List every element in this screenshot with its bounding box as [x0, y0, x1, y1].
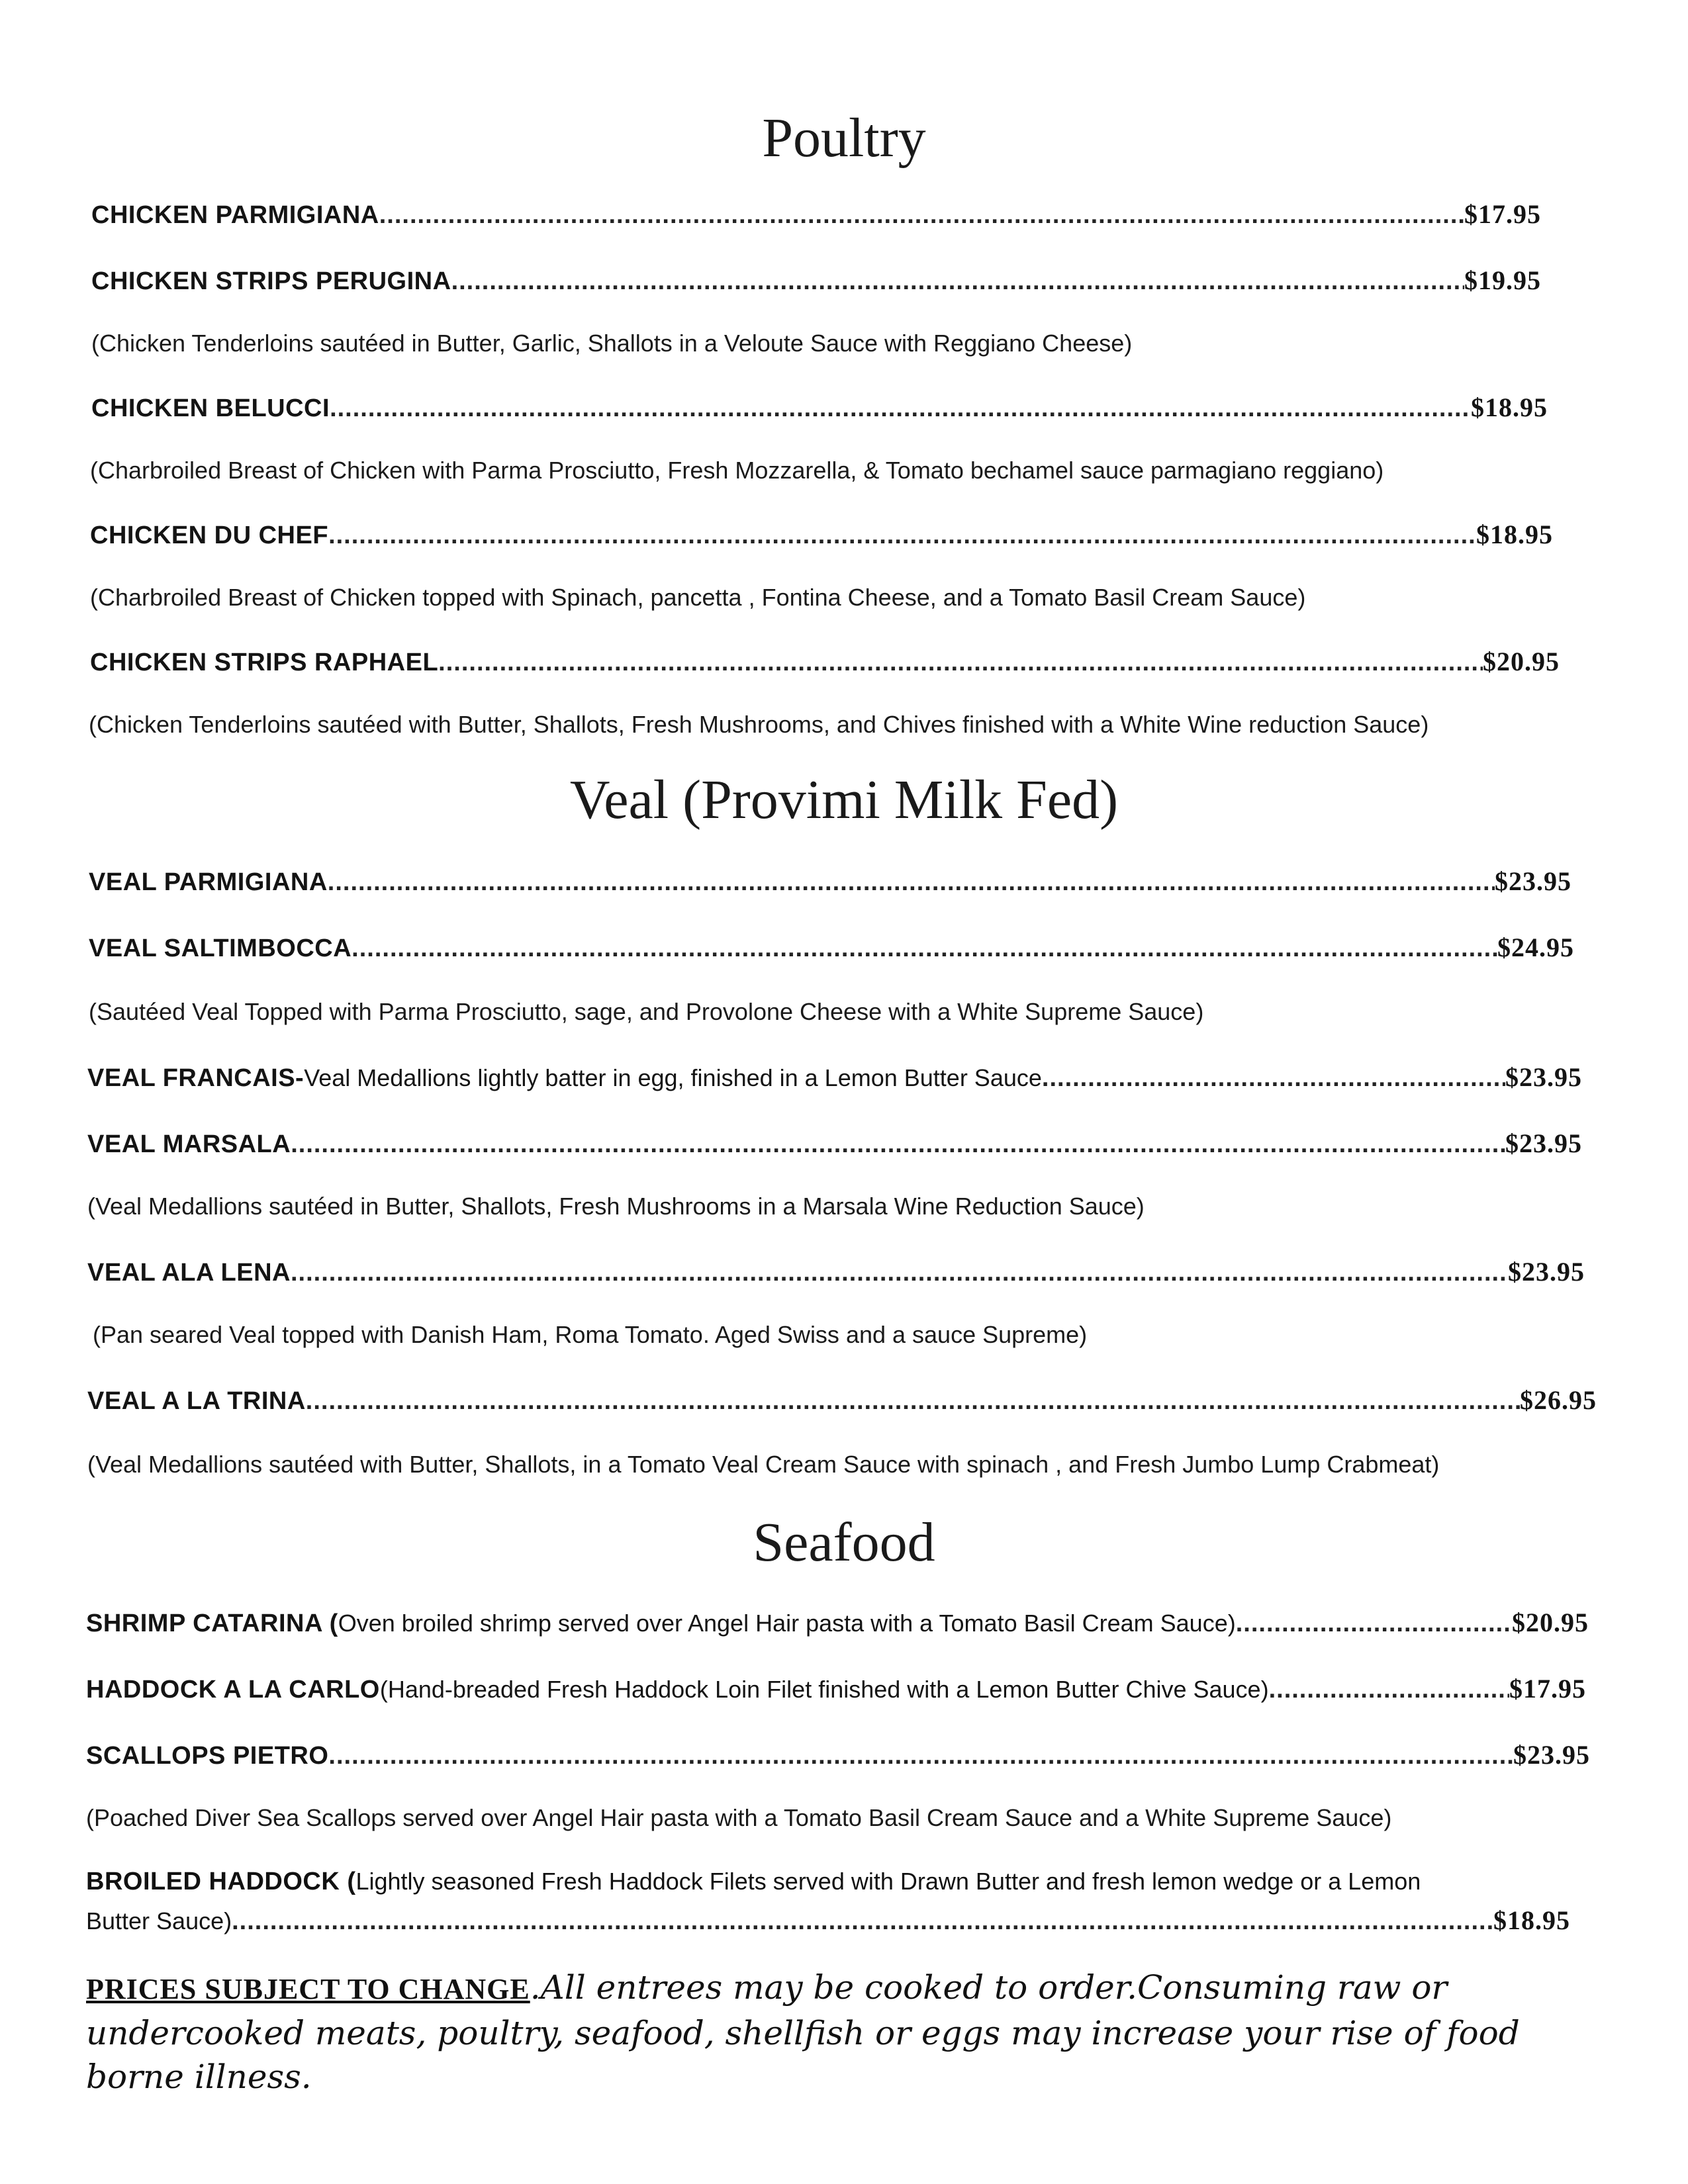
menu-item-chicken-du-chef	[90, 519, 1553, 550]
item-price: $24.95	[1497, 933, 1574, 962]
item-name: VEAL PARMIGIANA	[89, 868, 328, 896]
dot-leader	[1042, 1064, 1505, 1093]
menu-item-broiled-haddock-continued	[86, 1905, 1570, 1936]
menu-item-veal-a-la-trina	[87, 1385, 1597, 1416]
menu-item-chicken-belucci	[91, 392, 1548, 423]
dot-leader	[379, 201, 1464, 230]
dot-leader	[352, 934, 1497, 963]
item-description: (Sautéed Veal Topped with Parma Prosciutto, sage, and Provolone Cheese with a White Supreme Sauce)	[89, 998, 1204, 1025]
menu-item-shrimp-catarina	[86, 1607, 1589, 1638]
dot-leader	[306, 1387, 1520, 1416]
item-inline-description: Veal Medallions lightly batter in egg, finished in a Lemon Butter Sauce	[304, 1064, 1042, 1091]
item-price: $23.95	[1513, 1740, 1590, 1770]
item-price: $23.95	[1495, 866, 1571, 896]
item-price: $18.95	[1493, 1905, 1570, 1935]
menu-item-veal-ala-lena	[87, 1256, 1585, 1287]
footer-disclaimer	[86, 1966, 1595, 2099]
item-name: VEAL A LA TRINA	[87, 1387, 306, 1415]
item-price: $23.95	[1505, 1128, 1582, 1158]
menu-item-chicken-parmigiana	[91, 199, 1541, 230]
dot-leader	[451, 267, 1464, 296]
dot-leader	[1269, 1676, 1509, 1704]
dot-leader	[291, 1130, 1505, 1159]
item-description: (Poached Diver Sea Scallops served over Angel Hair pasta with a Tomato Basil Cream Sauce and a White Supreme Sauce)	[86, 1804, 1392, 1831]
menu-item-veal-parmigiana	[89, 866, 1571, 897]
item-price: $20.95	[1512, 1608, 1589, 1637]
item-price: $20.95	[1483, 647, 1560, 676]
price-change-notice: PRICES SUBJECT TO CHANGE	[86, 1973, 530, 2005]
menu-item-veal-marsala	[87, 1128, 1582, 1159]
dot-leader	[1236, 1610, 1512, 1638]
section-title-poultry: Poultry	[762, 107, 926, 169]
item-name: VEAL MARSALA	[87, 1130, 291, 1158]
item-price: $23.95	[1508, 1257, 1585, 1287]
dot-leader	[328, 1742, 1513, 1770]
item-name: CHICKEN STRIPS PERUGINA	[91, 267, 451, 295]
section-title-seafood: Seafood	[753, 1512, 935, 1573]
item-price: $18.95	[1476, 520, 1553, 549]
item-price: $17.95	[1509, 1674, 1586, 1704]
menu-item-veal-saltimbocca	[89, 932, 1574, 963]
item-name: VEAL SALTIMBOCCA	[89, 934, 352, 962]
item-price: $26.95	[1520, 1385, 1597, 1415]
menu-item-chicken-strips-perugina	[91, 265, 1541, 296]
item-description: (Veal Medallions sautéed with Butter, Shallots, in a Tomato Veal Cream Sauce with spinach , and Fresh Jumbo Lump Crabmeat)	[87, 1451, 1440, 1478]
item-name: CHICKEN DU CHEF	[90, 522, 329, 549]
menu-item-broiled-haddock	[86, 1868, 1421, 1896]
item-name: SHRIMP CATARINA (	[86, 1610, 338, 1637]
item-name: BROILED HADDOCK (	[86, 1868, 356, 1895]
section-title-veal: Veal (Provimi Milk Fed)	[569, 769, 1119, 831]
item-description: (Charbroiled Breast of Chicken topped with Spinach, pancetta , Fontina Cheese, and a Tomato Basil Cream Sauce)	[90, 584, 1306, 611]
dot-leader	[291, 1259, 1508, 1287]
item-name: HADDOCK A LA CARLO	[86, 1676, 380, 1704]
menu-item-scallops-pietro	[86, 1739, 1590, 1770]
item-inline-description: (Hand-breaded Fresh Haddock Loin Filet finished with a Lemon Butter Chive Sauce)	[379, 1676, 1269, 1703]
dot-leader	[232, 1907, 1493, 1936]
menu-item-haddock-a-la-carlo	[86, 1673, 1586, 1704]
dot-leader	[438, 649, 1483, 677]
item-name: CHICKEN PARMIGIANA	[91, 201, 379, 229]
dot-leader	[328, 522, 1476, 550]
dot-leader	[328, 868, 1495, 897]
item-price: $19.95	[1464, 265, 1541, 295]
item-name: CHICKEN STRIPS RAPHAEL	[90, 649, 439, 676]
item-name: SCALLOPS PIETRO	[86, 1742, 329, 1770]
dot-leader	[330, 394, 1471, 423]
item-price: $23.95	[1505, 1062, 1582, 1092]
item-price: $18.95	[1471, 392, 1548, 422]
item-inline-description: Oven broiled shrimp served over Angel Hair pasta with a Tomato Basil Cream Sauce)	[338, 1610, 1236, 1637]
menu-item-chicken-strips-raphael	[90, 646, 1560, 677]
item-name: VEAL FRANCAIS-	[87, 1064, 305, 1092]
item-name: CHICKEN BELUCCI	[91, 394, 330, 422]
item-inline-continuation: Butter Sauce)	[86, 1907, 232, 1934]
item-description: (Chicken Tenderloins sautéed with Butter, Shallots, Fresh Mushrooms, and Chives finished with a White Wine reduction Sauce)	[89, 711, 1429, 738]
item-description: (Pan seared Veal topped with Danish Ham, Roma Tomato. Aged Swiss and a sauce Supreme)	[93, 1321, 1088, 1348]
item-inline-description: Lightly seasoned Fresh Haddock Filets served with Drawn Butter and fresh lemon wedge or a Lemon	[355, 1868, 1421, 1895]
item-description: (Charbroiled Breast of Chicken with Parma Prosciutto, Fresh Mozzarella, & Tomato bechamel sauce parmagiano reggiano)	[90, 457, 1384, 484]
food-safety-warning: .All entrees may be cooked to order.Consuming raw or undercooked meats, poultry, seafood, shellfish or eggs may increase your rise of food borne illness.	[86, 1968, 1520, 2096]
item-description: (Chicken Tenderloins sautéed in Butter, Garlic, Shallots in a Veloute Sauce with Reggiano Cheese)	[91, 330, 1133, 357]
item-description: (Veal Medallions sautéed in Butter, Shallots, Fresh Mushrooms in a Marsala Wine Reduction Sauce)	[87, 1193, 1145, 1220]
item-name: VEAL ALA LENA	[87, 1259, 291, 1287]
menu-item-veal-francais	[87, 1062, 1582, 1093]
item-price: $17.95	[1464, 199, 1541, 229]
